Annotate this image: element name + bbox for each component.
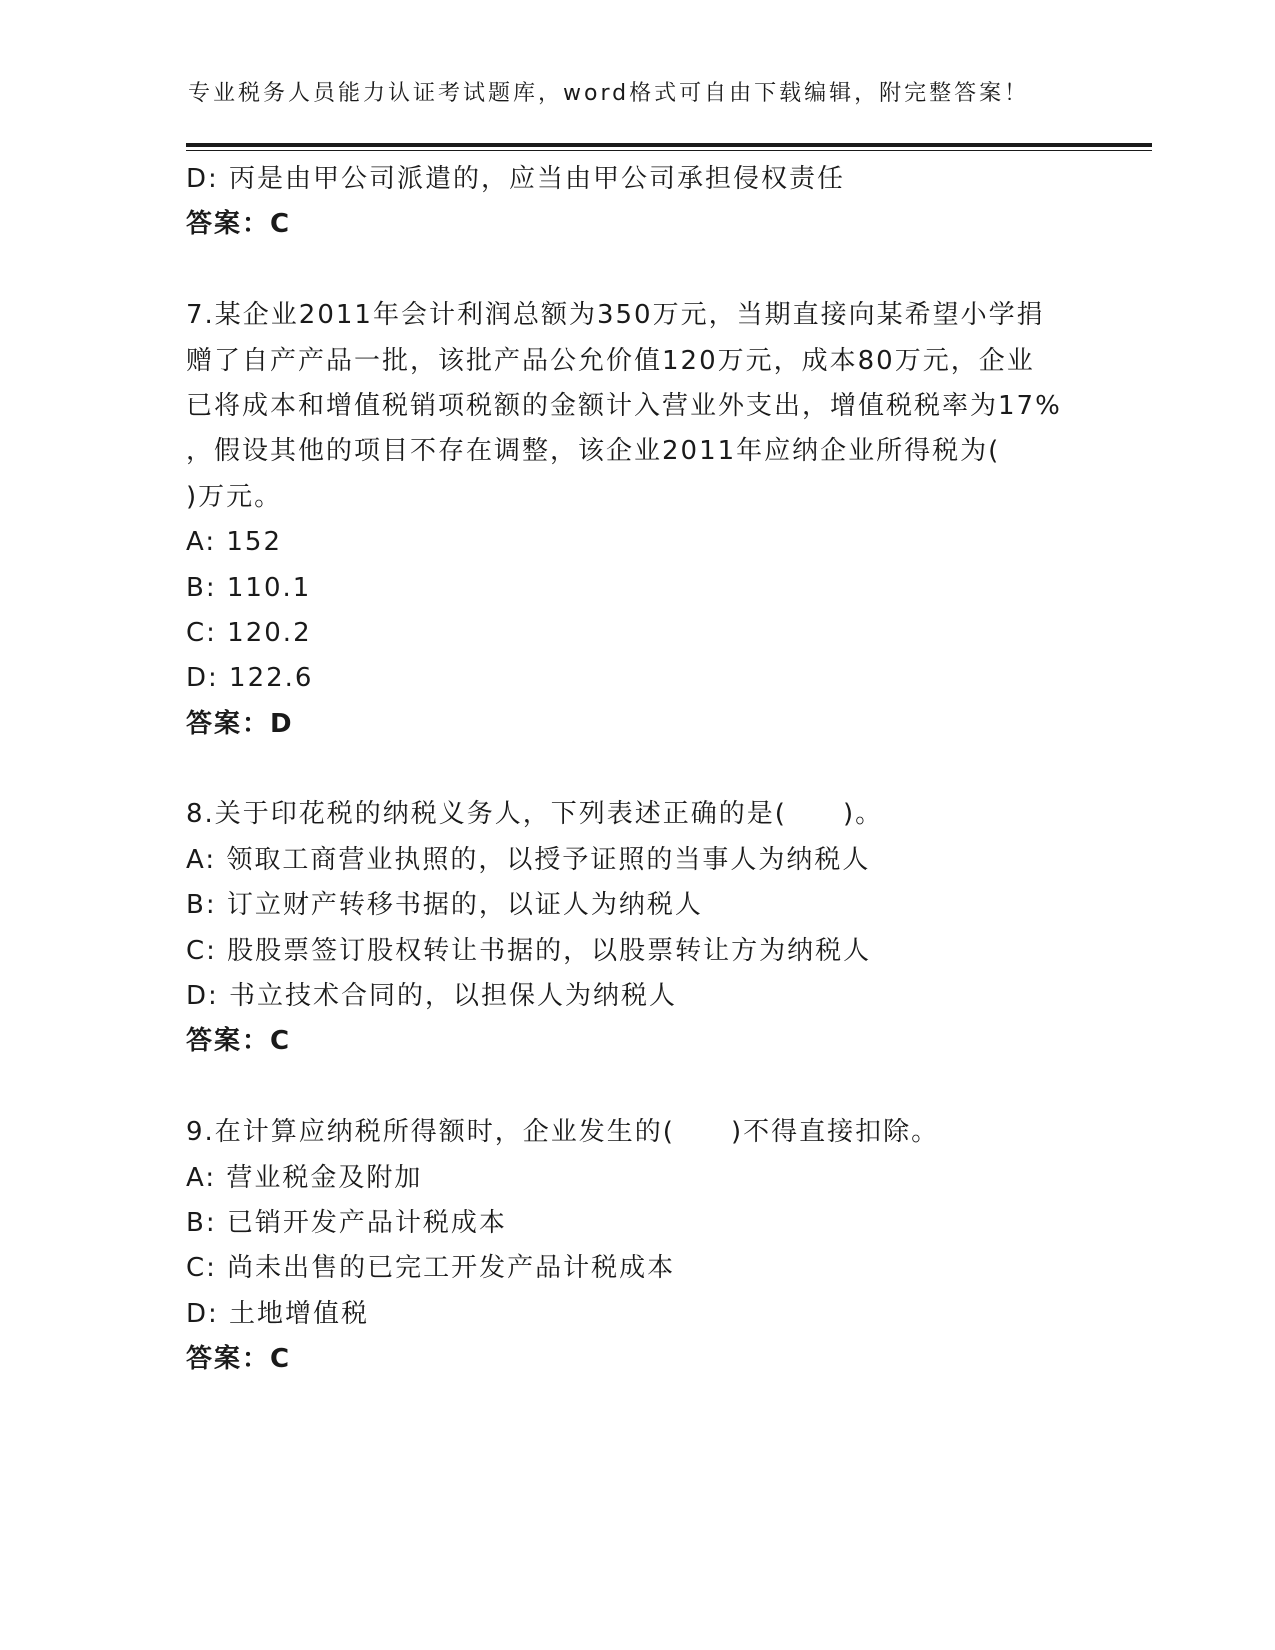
- option-line: B: 订立财产转移书据的，以证人为纳税人: [186, 890, 703, 921]
- option-line: A: 营业税金及附加: [186, 1162, 423, 1193]
- option-line: C: 股股票签订股权转让书据的，以股票转让方为纳税人: [186, 935, 872, 966]
- question-text: 已将成本和增值税销项税额的金额计入营业外支出，增值税税率为17%: [186, 390, 1062, 421]
- question-block: [186, 157, 1086, 248]
- question-block: [186, 293, 1086, 747]
- answer-line: 答案：C: [186, 1026, 292, 1057]
- option-line: D: 122.6: [186, 663, 314, 694]
- spacer: [186, 248, 1086, 293]
- option-line: B: 110.1: [186, 572, 312, 603]
- question-text: 赠了自产产品一批，该批产品公允价值120万元，成本80万元，企业: [186, 345, 1035, 376]
- spacer: [186, 747, 1086, 792]
- header-divider-thin: [186, 150, 1152, 151]
- document-body: [186, 157, 1086, 1383]
- option-line: D: 书立技术合同的，以担保人为纳税人: [186, 981, 678, 1012]
- option-line: A: 152: [186, 527, 282, 558]
- question-text: )万元。: [186, 481, 283, 512]
- answer-line: 答案：D: [186, 708, 294, 739]
- header-divider: [186, 143, 1152, 147]
- spacer: [186, 1065, 1086, 1110]
- option-line: B: 已销开发产品计税成本: [186, 1207, 507, 1238]
- question-text: 7.某企业2011年会计利润总额为350万元，当期直接向某希望小学捐: [186, 300, 1045, 331]
- answer-line: 答案：C: [186, 1344, 292, 1375]
- answer-line: 答案：C: [186, 209, 292, 240]
- page-header: 专业税务人员能力认证考试题库，word格式可自由下载编辑，附完整答案！: [188, 81, 1030, 106]
- option-line: D: 土地增值税: [186, 1298, 370, 1329]
- question-block: [186, 792, 1086, 1064]
- option-line: D: 丙是由甲公司派遣的，应当由甲公司承担侵权责任: [186, 164, 846, 194]
- option-line: C: 120.2: [186, 617, 312, 648]
- option-line: C: 尚未出售的已完工开发产品计税成本: [186, 1253, 676, 1284]
- question-block: [186, 1110, 1086, 1382]
- question-text: 8.关于印花税的纳税义务人，下列表述正确的是( )。: [186, 799, 884, 830]
- question-text: ，假设其他的项目不存在调整，该企业2011年应纳企业所得税为(: [186, 436, 1001, 467]
- question-text: 9.在计算应纳税所得额时，企业发生的( )不得直接扣除。: [186, 1117, 940, 1148]
- option-line: A: 领取工商营业执照的，以授予证照的当事人为纳税人: [186, 844, 871, 875]
